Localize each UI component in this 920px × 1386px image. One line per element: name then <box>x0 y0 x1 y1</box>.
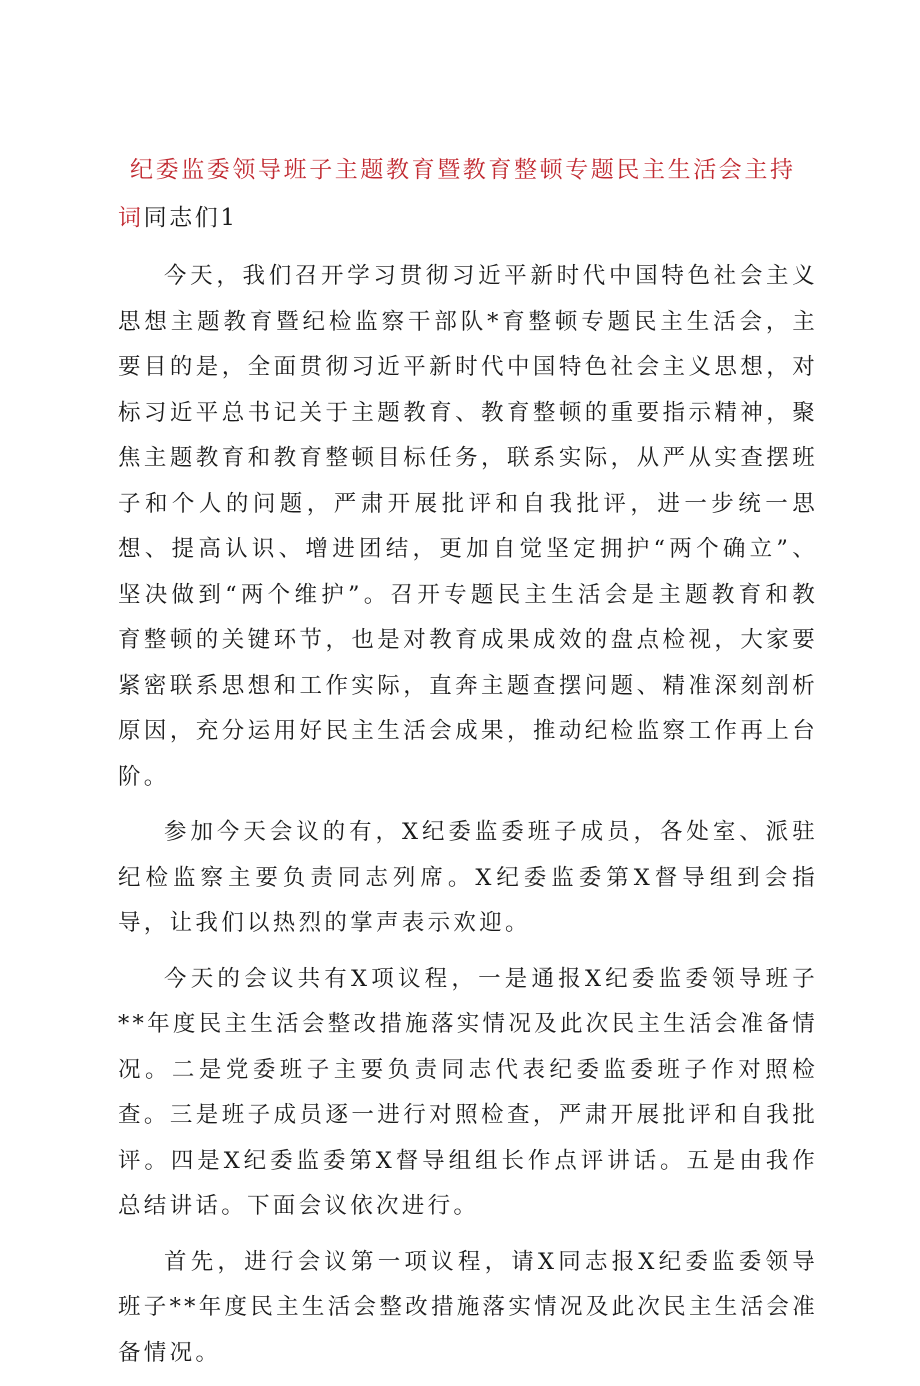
paragraph-agenda: 今天的会议共有X项议程，一是通报X纪委监委领导班子**年度民主生活会整改措施落实情况及此次民主生活会准备情况。二是党委班子主要负责同志代表纪委监委班子作对照检查。三是班子成员逐一进行对照检查，严肃开展批评和自我批评。四是X纪委监委第X督导组组长作点评讲话。五是由我作总结讲话。下面会议依次进行。 <box>118 965 818 1219</box>
paragraph-attendees: 参加今天会议的有，X纪委监委班子成员，各处室、派驻纪检监察主要负责同志列席。X纪委监委第X督导组到会指导，让我们以热烈的掌声表示欢迎。 <box>118 819 818 936</box>
title-tail-text: 同志们1 <box>143 205 238 231</box>
title-red-text: 纪委监委领导班子主题教育暨教育整顿专题民主生活会主持词 <box>118 157 796 231</box>
document-title <box>118 146 818 242</box>
paragraph-opening: 今天，我们召开学习贯彻习近平新时代中国特色社会主义思想主题教育暨纪检监察干部队*育整顿专题民主生活会，主要目的是，全面贯彻习近平新时代中国特色社会主义思想，对标习近平总书记关于主题教育、教育整顿的重要指示精神，聚焦主题教育和教育整顿目标任务，联系实际，从严从实查摆班子和个人的问题，严肃开展批评和自我批评，进一步统一思想、提高认识、增进团结，更加自觉坚定拥护“两个确立”、坚决做到“两个维护”。召开专题民主生活会是主题教育和教育整顿的关键环节，也是对教育成果成效的盘点检视，大家要紧密联系思想和工作实际，直奔主题查摆问题、精准深刻剖析原因，充分运用好民主生活会成果，推动纪检监察工作再上台阶。 <box>118 263 818 790</box>
document-page <box>118 146 818 1386</box>
paragraph-first-item: 首先，进行会议第一项议程，请X同志报X纪委监委领导班子**年度民主生活会整改措施落实情况及此次民主生活会准备情况。 <box>118 1248 818 1366</box>
